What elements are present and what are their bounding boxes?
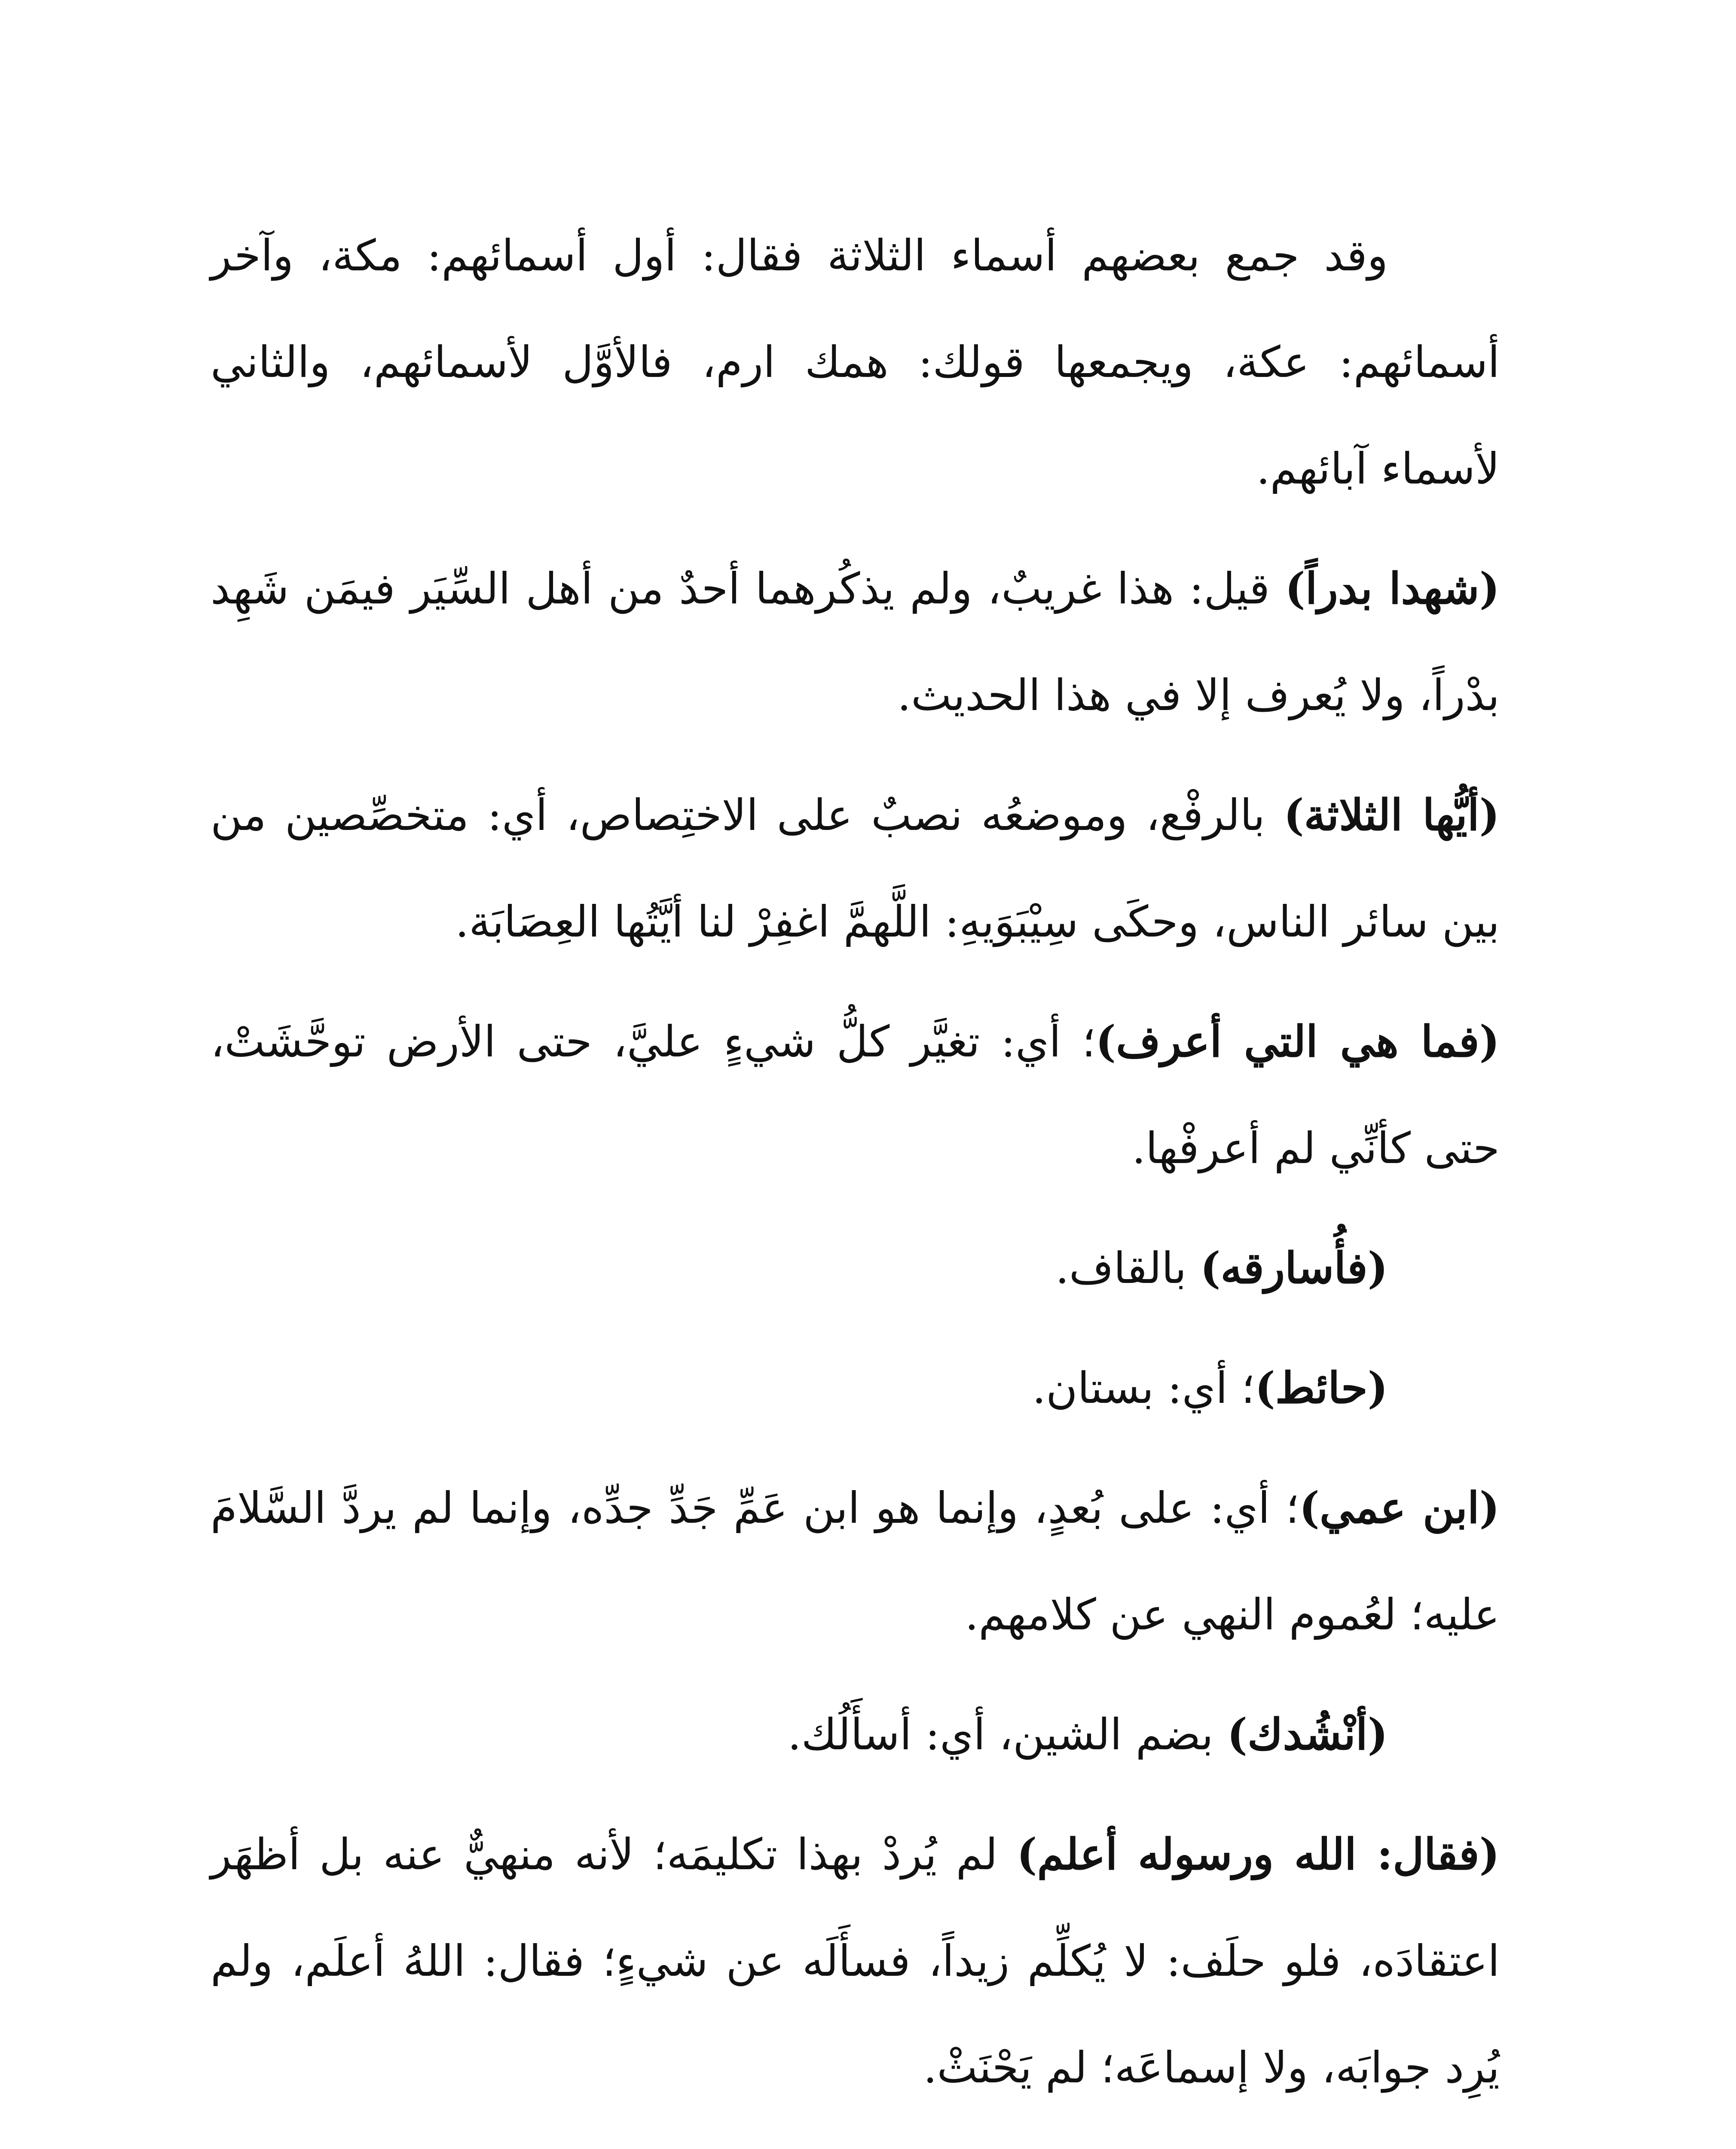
lemma-4: (فما هي التي أعرف) [1095,1016,1500,1067]
page-body-text [211,202,1500,2149]
paragraph-1-text: وقد جمع بعضهم أسماء الثلاثة فقال: أول أسمائهم: مكة، وآخر أسمائهم: عكة، ويجمعها قولك: همك ارم، فالأوَّل لأسمائهم، والثاني لأسماء آبائهم. [211,230,1500,494]
paragraph-6-text: ؛ أي: بستان. [1032,1363,1255,1413]
paragraph-4 [211,988,1500,1202]
paragraph-8 [211,1681,1500,1788]
paragraph-7-text: ؛ أي: على بُعدٍ، وإنما هو ابن عَمِّ جَدِّ جدِّه، وإنما لم يردَّ السَّلامَ عليه؛ لعُموم النهي عن كلامهم. [211,1483,1500,1640]
lemma-7: (ابن عمي) [1299,1482,1500,1533]
paragraph-3-text: بالرفْع، وموضعُه نصبٌ على الاختِصاص، أي: متخصِّصين من بين سائر الناس، وحكَى سِيْبَوَيهِ: اللَّهمَّ اغفِرْ لنا أيَّتُها العِصَابَة. [211,790,1500,947]
paragraph-8-text: بضم الشين، أي: أسأَلُك. [788,1709,1227,1760]
paragraph-6 [211,1335,1500,1442]
paragraph-9 [211,1801,1500,2121]
lemma-2: (شهدا بدراً) [1285,563,1500,614]
lemma-3: (أيُّها الثلاثة) [1284,790,1500,840]
paragraph-3 [211,762,1500,975]
lemma-9: (فقال: الله ورسوله أعلم) [1017,1829,1500,1880]
lemma-6: (حائط) [1255,1362,1388,1413]
lemma-5: (فأُسارقه) [1200,1243,1388,1293]
lemma-8: (أنْشُدك) [1227,1709,1388,1760]
paragraph-2 [211,535,1500,749]
paragraph-7 [211,1454,1500,1668]
paragraph-9-text: لم يُردْ بهذا تكليمَه؛ لأنه منهيٌّ عنه بل أظهَر اعتقادَه، فلو حلَف: لا يُكلِّم زيداً، فسأَلَه عن شيءٍ؛ فقال: اللهُ أعلَم، ولم يُرِد جوابَه، ولا إسماعَه؛ لم يَحْنَثْ. [211,1829,1500,2093]
paragraph-5-text: بالقاف. [1055,1243,1201,1293]
paragraph-5 [211,1215,1500,1322]
paragraph-10 [211,2134,1500,2149]
paragraph-4-text: ؛ أي: تغيَّر كلُّ شيءٍ عليَّ، حتى الأرض توحَّشَتْ، حتى كأنِّي لم أعرفْها. [211,1016,1500,1173]
paragraph-1 [211,202,1500,522]
paragraph-2-text: قيل: هذا غريبٌ، ولم يذكُرهما أحدٌ من أهل السِّيَر فيمَن شَهِد بدْراً، ولا يُعرف إلا في هذا الحديث. [211,563,1500,720]
